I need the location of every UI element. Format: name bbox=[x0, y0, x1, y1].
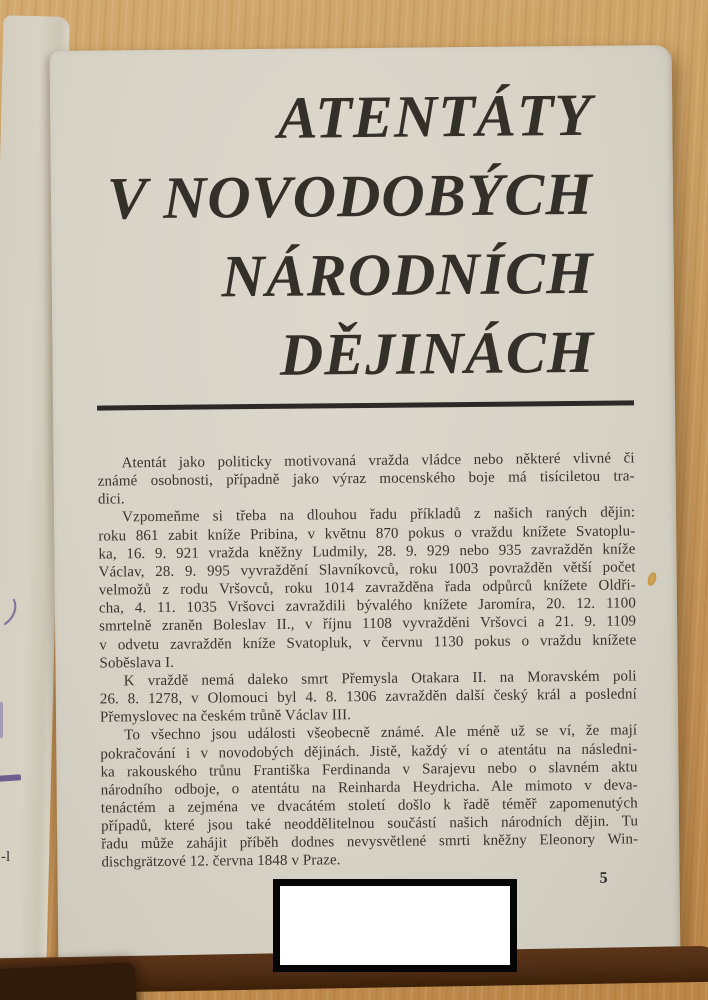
chapter-title-line: ATENTÁTY bbox=[277, 81, 593, 151]
book-page bbox=[50, 45, 681, 967]
body-line: Václav, 28. 9. 995 vyvraždění Slavníkovců, roku 1003 povražděn větší počet bbox=[98, 559, 636, 581]
pen-mark-icon bbox=[2, 598, 18, 626]
body-line: řadu může zahájit příběh dodnes nevysvětlené smrti kněžny Eleonory Win- bbox=[101, 831, 639, 853]
body-line: v odvetu zavražděn kníže Svatopluk, v červnu 1130 pokus o vraždu knížete bbox=[99, 631, 637, 654]
body-line: tenáctém a zejména ve dvacátém století došlo k řadě téměř zapomenutých bbox=[100, 795, 638, 817]
chapter-title-line: NÁRODNÍCH bbox=[221, 239, 595, 310]
body-line: Přemyslovec na českém trůně Václav III. bbox=[99, 707, 352, 726]
pen-mark-icon bbox=[0, 702, 3, 738]
body-line: známé osobnosti, případně jako výraz mocenského boje má tisíciletou tra- bbox=[97, 468, 635, 490]
body-line: To všechno jsou události všeobecně známé. Ale méně už se ví, že mají bbox=[124, 722, 638, 744]
body-line: Soběslava I. bbox=[99, 654, 175, 672]
title-divider-rule bbox=[97, 400, 634, 410]
body-line: Atentát jako politicky motivovaná vražda vládce nebo některé vlivné či bbox=[121, 450, 635, 472]
body-line: případů, které jsou také neoddělitelnou součástí našich národních dějin. Tu bbox=[100, 813, 639, 835]
body-line: roku 861 zabit kníže Pribina, v květnu 870 pokus o vraždu knížete Svatoplu- bbox=[98, 523, 636, 545]
body-line: Vzpomeňme si třeba na dlouhou řadu příkladů z našich raných dějin: bbox=[122, 504, 636, 526]
body-line: ka rakouského trůnu Františka Ferdinanda v Sarajevu nebo o slavném aktu bbox=[100, 759, 638, 781]
body-line: velmožů z rodu Vršovců, roku 1014 zavražděna řada odpůrců knížete Oldři- bbox=[98, 577, 636, 599]
body-line: K vraždě nemá daleko smrt Přemysla Otakara II. na Moravském poli bbox=[123, 668, 637, 690]
body-text bbox=[97, 449, 638, 872]
bottom-left-shadow bbox=[0, 962, 137, 1000]
body-line: národního odboje, o atentátu na Reinharda Heydricha. Ale mimoto v deva- bbox=[100, 777, 638, 799]
body-line: pokračování i v novodobých dějinách. Jistě, každý ví o atentátu na následni- bbox=[100, 740, 638, 763]
margin-note: -l bbox=[1, 849, 11, 865]
body-line: ka, 16. 9. 921 vražda kněžny Ludmily, 28. 9. 929 nebo 935 zavražděn kníže bbox=[98, 541, 636, 563]
body-line: cha, 4. 11. 1035 Vršovci zavraždili bývalého knížete Jaromíra, 20. 12. 1100 bbox=[98, 595, 637, 617]
body-line: dici. bbox=[97, 491, 125, 508]
page-number: 5 bbox=[599, 869, 608, 887]
body-line: dischgrätzové 12. června 1848 v Praze. bbox=[101, 852, 341, 871]
body-line: 26. 8. 1278, v Olomouci byl 4. 8. 1306 zavražděn další český král a poslední bbox=[99, 686, 637, 708]
redaction-box bbox=[273, 879, 517, 972]
chapter-title-line: V NOVODOBÝCH bbox=[106, 160, 594, 232]
body-line: smrtelně zraněn Boleslav II., v říjnu 1108 vyvražděni Vršovci a 21. 9. 1109 bbox=[99, 613, 637, 635]
chapter-title-line: DĚJINÁCH bbox=[279, 318, 595, 388]
chapter-title bbox=[94, 76, 595, 397]
